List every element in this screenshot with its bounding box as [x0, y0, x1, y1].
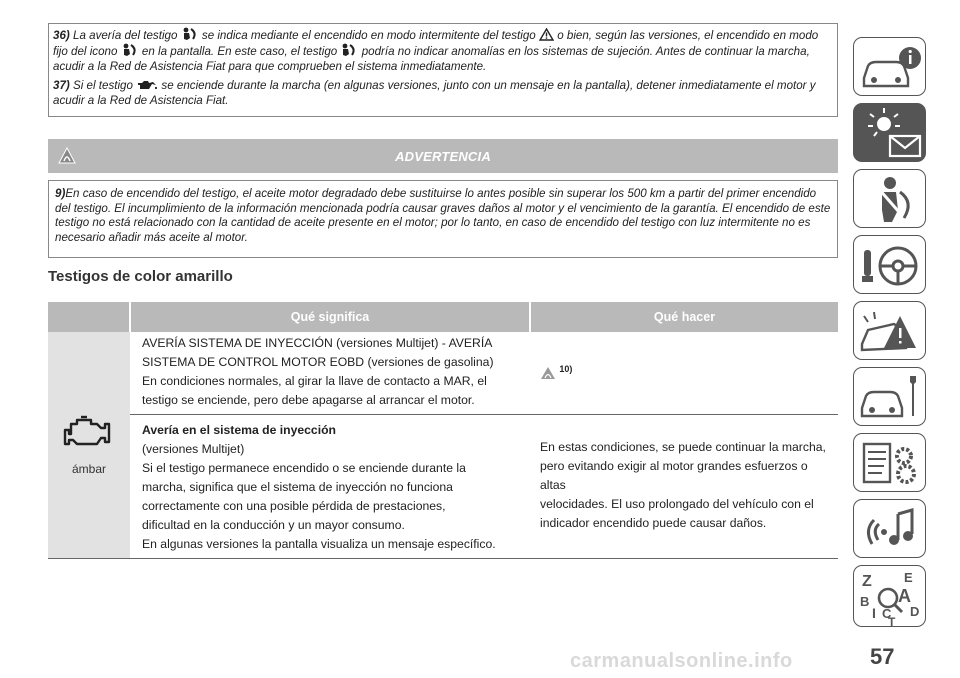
meaning-cell [130, 415, 530, 559]
driving-icon[interactable] [853, 235, 926, 294]
svg-text:D: D [910, 604, 920, 619]
meaning-line: En algunas versiones la pantalla visualiza un mensaje específico. [142, 537, 496, 551]
note-text: La avería del testigo [73, 29, 178, 42]
note-text: se indica mediante el encendido en modo intermitente del testigo [201, 29, 536, 42]
maintenance-icon[interactable] [853, 367, 926, 426]
warning-header [48, 139, 838, 173]
icon-cell [48, 332, 130, 559]
svg-text:Z: Z [862, 573, 872, 590]
page-number: 57 [870, 644, 895, 669]
meaning-line: Si el testigo permanece encendido o se enciende durante la [142, 461, 466, 475]
note-text: se enciende durante la marcha (en algunas versiones, junto con un mensaje en la pantalla), detener inmediatamente el motor y acudir a la Red de Asistencia Fiat. [53, 79, 816, 107]
svg-text:T: T [888, 615, 896, 628]
table-header-action: Qué hacer [530, 302, 838, 332]
note-37 [53, 78, 833, 108]
warning-lights-table [48, 302, 838, 559]
note-number: 36) [53, 29, 70, 42]
section-title: Testigos de color amarillo [48, 268, 233, 285]
table-row [48, 332, 838, 415]
note-36 [53, 27, 833, 74]
warning-text: En caso de encendido del testigo, el aceite motor degradado debe sustituirse lo antes posible sin superar los 500 km a partir del primer encendido del testigo. El incumplimiento de la información mencionada podría causar graves daños al motor y el vencimiento de la garantía. El encendido de este testigo no está relacionado con la cantidad de aceite presente en el motor; por lo tanto, en caso de encendido del testigo con luz intermitente no es necesario añadir más aceite al motor. [55, 187, 831, 244]
note-text: Si el testigo [73, 79, 133, 92]
oil-can-icon [136, 79, 158, 91]
meaning-title: Avería en el sistema de inyección [142, 423, 336, 437]
svg-text:C: C [882, 606, 892, 621]
note-number: 37) [53, 79, 70, 92]
meaning-cell [130, 332, 530, 415]
note-text: podría no indicar anomalías en los sistemas de sujeción. Antes de continuar la marcha, acudir a la Red de Asistencia Fiat para que comprueben el sistema inmediatamente. [53, 45, 810, 73]
table-header-meaning: Qué significa [130, 302, 530, 332]
index-icon[interactable] [853, 565, 926, 627]
action-cell [530, 332, 838, 415]
technical-data-icon[interactable] [853, 433, 926, 492]
action-line: pero evitando exigir al motor grandes esfuerzos o altas [540, 459, 808, 492]
action-line: En estas condiciones, se puede continuar la marcha, [540, 440, 826, 454]
airbag-icon [340, 43, 358, 57]
warning-number: 9) [55, 187, 66, 200]
action-line: velocidades. El uso prolongado del vehículo con el [540, 497, 814, 511]
meaning-line: En condiciones normales, al girar la llave de contacto a MAR, el [142, 374, 487, 388]
note-box [48, 23, 838, 117]
svg-text:A: A [898, 586, 911, 606]
airbag-icon [121, 43, 139, 57]
watermark: carmanualsonline.info [570, 650, 793, 672]
meaning-line: testigo se enciende, pero debe apagarse al arrancar el motor. [142, 393, 475, 407]
emergency-icon[interactable] [853, 301, 926, 360]
meaning-line: (versiones Multijet) [142, 442, 245, 456]
engine-check-icon [61, 412, 117, 452]
table-row [48, 415, 838, 559]
meaning-line: SISTEMA DE CONTROL MOTOR EOBD (versiones de gasolina) [142, 355, 494, 369]
meaning-line: marcha, significa que el sistema de inyección no funciona [142, 480, 453, 494]
warning-triangle-icon [539, 28, 554, 41]
warning-driver-icon [540, 366, 556, 380]
icon-color-label: ámbar [71, 461, 106, 476]
svg-text:I: I [872, 605, 876, 621]
warning-title: ADVERTENCIA [395, 149, 491, 164]
meaning-line: dificultad en la conducción y un mayor consumo. [142, 518, 405, 532]
meaning-line: correctamente con una posible pérdida de prestaciones, [142, 499, 446, 513]
warning-lights-icon[interactable] [853, 103, 926, 162]
action-line: indicador encendido puede causar daños. [540, 516, 767, 530]
note-text: o bien, según las versiones, el encendido en modo fijo del icono [53, 29, 819, 58]
safety-icon[interactable] [853, 169, 926, 228]
table-header-icon [48, 302, 130, 332]
car-info-icon[interactable] [853, 37, 926, 96]
warning-body [48, 180, 838, 258]
action-cell [530, 415, 838, 559]
airbag-icon [181, 27, 199, 41]
multimedia-icon[interactable] [853, 499, 926, 558]
note-text: en la pantalla. En este caso, el testigo [141, 45, 338, 58]
action-reference: 10) [559, 364, 573, 374]
meaning-line: AVERÍA SISTEMA DE INYECCIÓN (versiones Multijet) - AVERÍA [142, 336, 493, 350]
svg-text:E: E [904, 570, 913, 585]
svg-text:B: B [860, 594, 870, 609]
